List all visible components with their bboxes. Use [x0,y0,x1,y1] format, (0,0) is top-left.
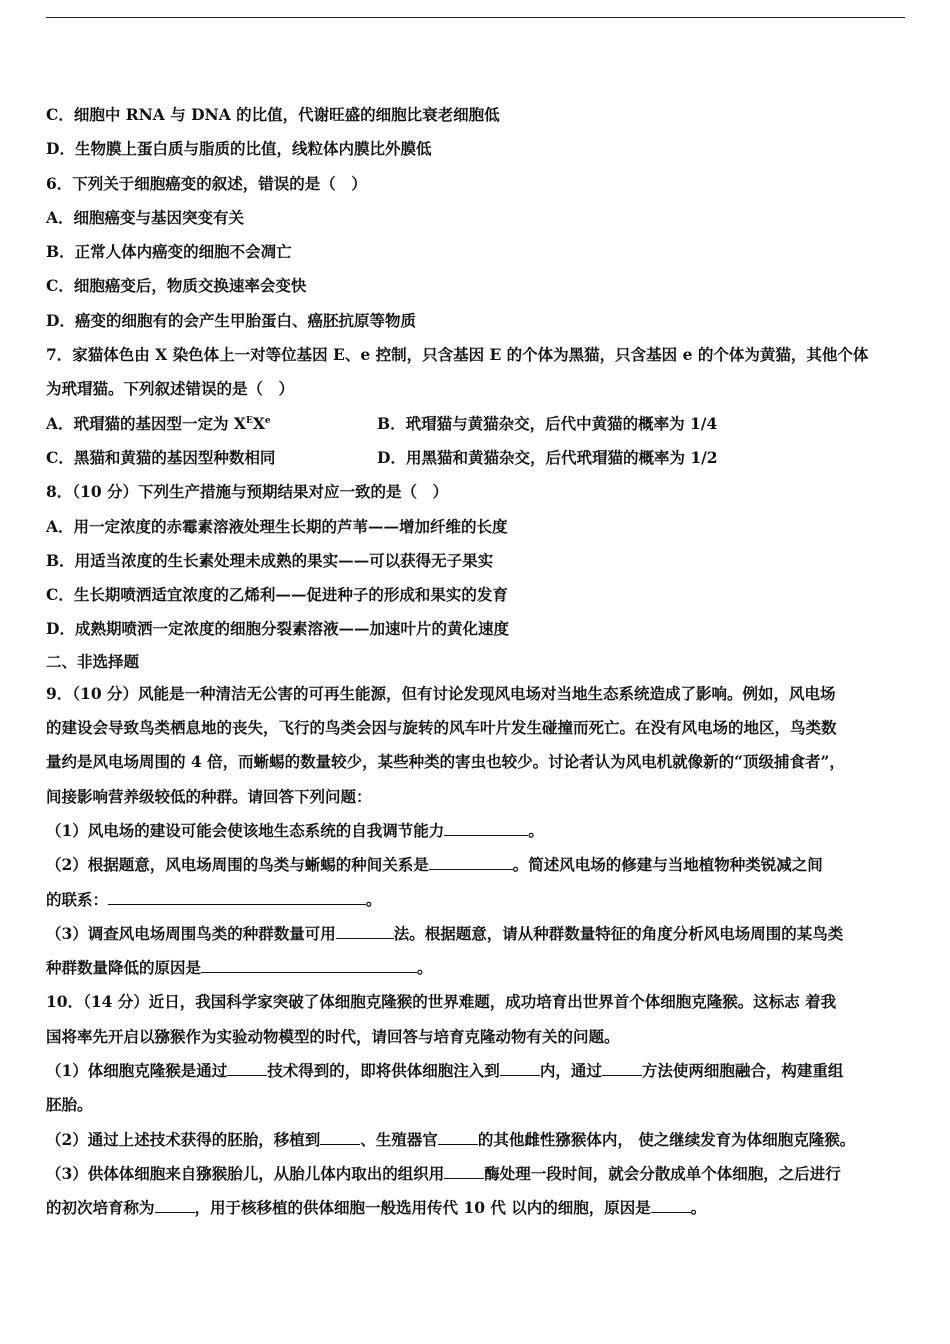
q7-stem-line1: 7．家猫体色由 X 染色体上一对等位基因 E、e 控制，只含基因 E 的个体为黑猫，只含基因 e 的个体为黄猫，其他个体 [46,345,869,365]
answer-blank [651,1198,691,1213]
q6-stem: 6．下列关于细胞癌变的叙述，错误的是（ ） [46,173,367,193]
q9-para-line2: 的建设会导致鸟类栖息地的丧失，飞行的鸟类会因与旋转的风车叶片发生碰撞而死亡。在没有风电场的地区，鸟类数 [46,718,837,738]
q9-sub2: （2）根据题意，风电场周围的鸟类与蜥蜴的种间关系是 。简述风电场的修建与当地植物种类锐减之间 [46,855,823,875]
q10-sub3-cont: 的初次培育称为 ，用于核移植的供体细胞一般选用传代 10 代 以内的细胞，原因是 。 [46,1198,707,1218]
q10-sub3: （3）供体体细胞来自猕猴胎儿，从胎儿体内取出的组织用 酶处理一段时间，就会分散成单个体细胞，之后进行 [46,1163,841,1183]
q7-options-row1 [46,407,908,441]
q6-option-c: C．细胞癌变后，物质交换速率会变快 [46,276,307,296]
q10-sub2: （2）通过上述技术获得的胚胎，移植到 、生殖器官 的其他雌性猕猴体内， 使之继续发育为体细胞克隆猴。 [46,1129,856,1149]
q6-option-b: B．正常人体内癌变的细胞不会凋亡 [46,242,292,262]
answer-blank [320,1130,360,1145]
answer-blank [155,1198,195,1213]
q10-para-line2: 国将率先开启以猕猴作为实验动物模型的时代，请回答与培育克隆动物有关的问题。 [46,1026,620,1046]
q8-option-c: C．生长期喷洒适宜浓度的乙烯利——促进种子的形成和果实的发育 [46,585,508,605]
q10-para-line1: 10．（14 分）近日，我国科学家突破了体细胞克隆猴的世界难题，成功培育出世界首个体细胞克隆猴。这标志 着我 [46,992,837,1012]
q9-para-line3: 量约是风电场周围的 4 倍，而蜥蜴的数量较少，某些种类的害虫也较少。讨论者认为风电机就像新的“顶级捕食者”， [46,752,845,772]
answer-blank [227,1061,267,1076]
q10-sub1: （1）体细胞克隆猴是通过 技术得到的，即将供体细胞注入到 内，通过 方法使两细胞融合，构建重组 [46,1061,844,1081]
q10-sub1-cont: 胚胎。 [46,1095,93,1115]
answer-blank [602,1061,642,1076]
q9-sub2-cont: 的联系： 。 [46,889,382,909]
answer-blank [108,890,366,905]
q9-para-line1: 9．（10 分）风能是一种清洁无公害的可再生能源，但有讨论发现风电场对当地生态系统造成了影响。例如，风电场 [46,683,836,703]
answer-blank [429,855,513,870]
q6-option-a: A．细胞癌变与基因突变有关 [46,207,245,227]
q9-sub3-cont: 种群数量降低的原因是 。 [46,958,433,978]
q7-option-c: C．黑猫和黄猫的基因型种数相同 [46,447,276,467]
exam-content [46,98,908,1226]
q7-option-d: D．用黑猫和黄猫杂交，后代玳瑁猫的概率为 1/2 [377,447,718,467]
q8-option-d: D．成熟期喷洒一定浓度的细胞分裂素溶液——加速叶片的黄化速度 [46,619,509,639]
q7-option-a: A．玳瑁猫的基因型一定为 $X^EXe$ [46,413,271,433]
q8-option-b: B．用适当浓度的生长素处理未成熟的果实——可以获得无子果实 [46,550,494,570]
q9-sub1: （1）风电场的建设可能会使该地生态系统的自我调节能力 。 [46,820,544,840]
q6-option-d: D．癌变的细胞有的会产生甲胎蛋白、癌胚抗原等物质 [46,310,416,330]
q7-options-row2 [46,441,908,475]
answer-blank [444,821,528,836]
q7-stem-line2: 为玳瑁猫。下列叙述错误的是（ ） [46,379,295,399]
q8-stem: 8．（10 分）下列生产措施与预期结果对应一致的是（ ） [46,482,449,502]
q5-option-c: C．细胞中 RNA 与 DNA 的比值，代谢旺盛的细胞比衰老细胞低 [46,105,500,124]
q7-option-b: B．玳瑁猫与黄猫杂交，后代中黄猫的概率为 1/4 [377,413,718,433]
q9-para-line4: 间接影响营养级较低的种群。请回答下列问题： [46,786,372,806]
q8-option-a: A．用一定浓度的赤霉素溶液处理生长期的芦苇——增加纤维的长度 [46,516,508,536]
q5-option-d: D．生物膜上蛋白质与脂质的比值，线粒体内膜比外膜低 [46,139,432,159]
section-heading: 二、非选择题 [46,651,140,671]
answer-blank [444,1164,484,1179]
answer-blank [438,1130,478,1145]
answer-blank [500,1061,540,1076]
q9-sub3: （3）调查风电场周围鸟类的种群数量可用 法。根据题意，请从种群数量特征的角度分析风电场周围的某鸟类 [46,923,844,943]
answer-blank [201,958,417,973]
header-rule [46,17,905,18]
answer-blank [336,924,394,939]
